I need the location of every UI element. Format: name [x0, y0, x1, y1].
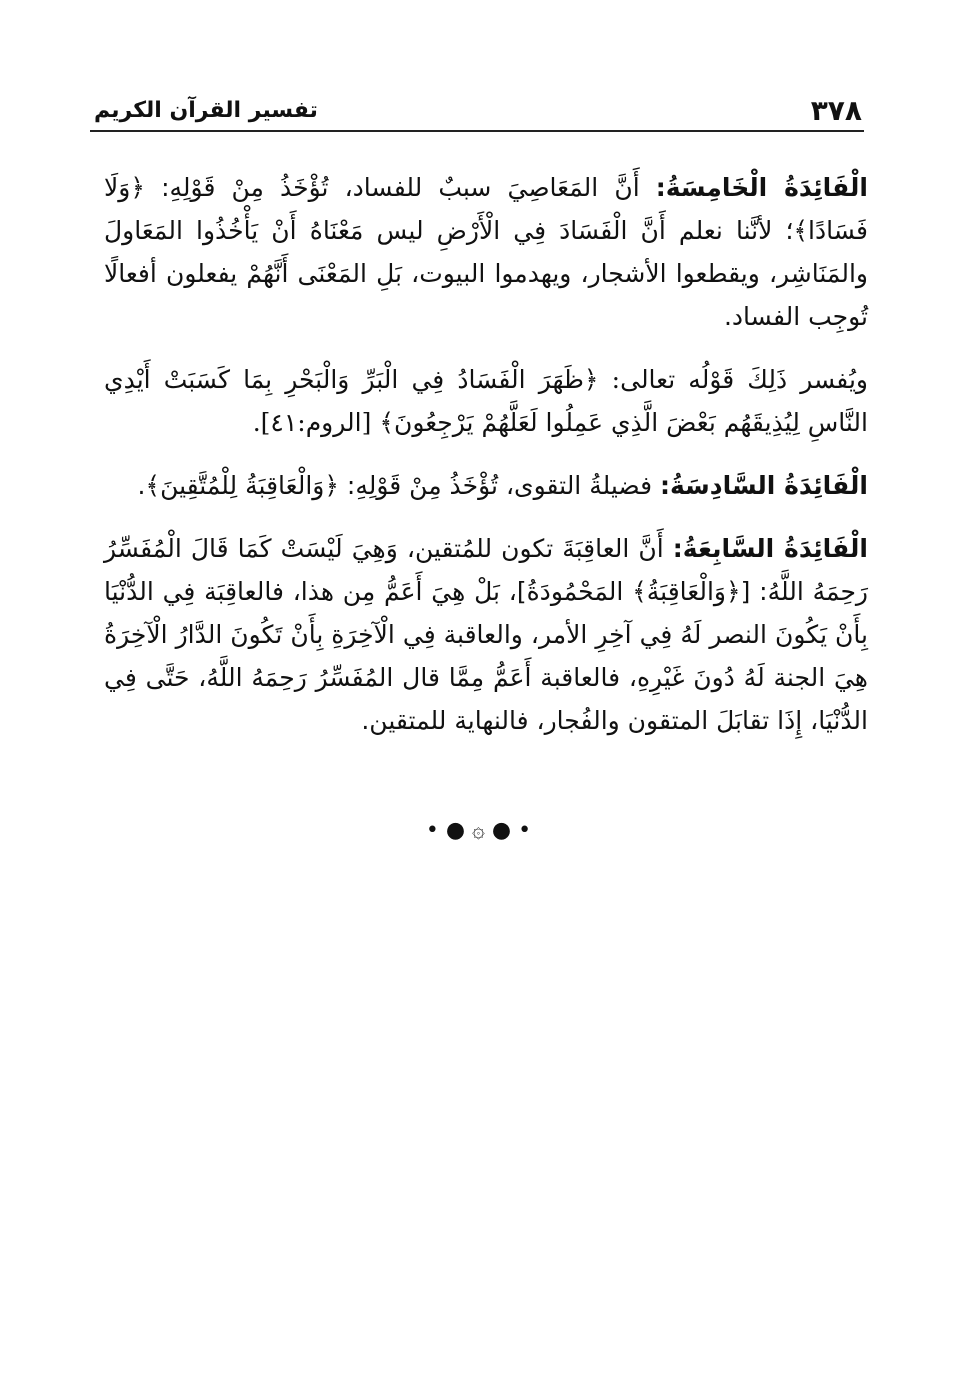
paragraph-quran-citation: [104, 358, 868, 444]
paragraph-benefit-5: [104, 166, 868, 338]
citation-text: ويُفسر ذَلِكَ قَوْلُه تعالى: ﴿ظَهَرَ الْفَسَادُ فِي الْبَرِّ وَالْبَحْرِ بِمَا كَسَبَتْ أَيْدِي النَّاسِ لِيُذِيقَهُم بَعْضَ الَّذِي عَمِلُوا لَعَلَّهُمْ يَرْجِعُونَ﴾ [الروم:٤١].: [104, 365, 868, 437]
benefit-7-text: أَنَّ العاقِبَةَ تكون للمُتقين، وَهِيَ لَيْسَتْ كَمَا قَالَ الْمُفَسِّرُ رَحِمَهُ اللَّهُ: [﴿وَالْعَاقِبَةُ﴾ المَحْمُودَةُ]، بَلْ هِيَ أَعَمُّ مِن هذا، فالعاقِبَة فِي الدُّنْيَا بِأَنْ يَكُونَ النصر لَهُ فِي آخِرِ الأمر، والعاقبة فِي الْآخِرَةِ بِأَنْ تَكُونَ الدَّارُ الْآخِرَةُ هِيَ الجنة لَهُ دُونَ غَيْرِهِ، فالعاقبة أَعَمُّ مِمَّا قال المُفَسِّرُ رَحِمَهُ اللَّهُ، حَتَّى فِي الدُّنْيَا، إِذَا تقابَلَ المتقون والفُجار، فالنهاية للمتقين.: [104, 534, 868, 735]
page-header: [90, 92, 862, 130]
running-title: تفسير القرآن الكريم: [94, 98, 318, 123]
benefit-6-text: فضيلةُ التقوى، تُؤْخَذُ مِنْ قَوْلِهِ: ﴿وَالْعَاقِبَةُ لِلْمُتَّقِينَ﴾.: [137, 471, 661, 500]
section-end-ornament: • ● ۞ ● •: [425, 818, 532, 843]
benefit-5-label: الْفَائِدَةُ الْخَامِسَةُ:: [655, 173, 868, 202]
benefit-5-text: أَنَّ المَعَاصِيَ سببٌ للفساد، تُؤْخَذُ مِنْ قَوْلِهِ: ﴿وَلَا فَسَادًا﴾؛ لأنَّنا نعلم أَنَّ الْفَسَادَ فِي الْأَرْضِ ليس مَعْنَاهُ أَنْ يَأْخُذُوا المَعَاولَ والمَنَاشِر، ويقطعوا الأشجار، ويهدموا البيوت، بَلِ المَعْنَى أَنَّهُمْ يفعلون أفعالًا تُوجِب الفساد.: [104, 173, 868, 331]
header-rule: [90, 130, 864, 132]
benefit-6-label: الْفَائِدَةُ السَّادِسَةُ:: [660, 471, 868, 500]
paragraph-benefit-7: [104, 527, 868, 742]
benefit-7-label: الْفَائِدَةُ السَّابِعَةُ:: [672, 534, 868, 563]
page-number: ٣٧٨: [810, 94, 862, 127]
page-body: [104, 166, 868, 762]
paragraph-benefit-6: [104, 464, 868, 507]
